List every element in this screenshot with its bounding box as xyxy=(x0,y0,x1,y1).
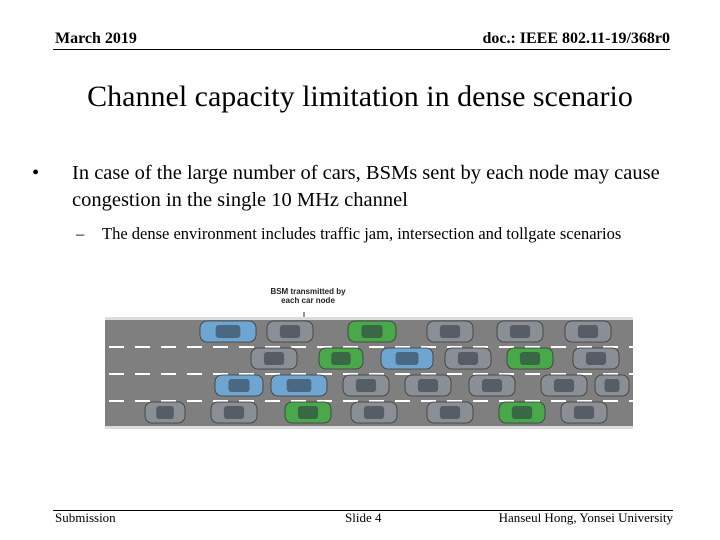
lane-dash xyxy=(187,400,202,402)
lane-dash xyxy=(395,373,410,375)
lane-dash xyxy=(109,346,124,348)
lane-dash xyxy=(369,346,384,348)
lane-dash xyxy=(603,400,618,402)
header-doc-id: doc.: IEEE 802.11-19/368r0 xyxy=(482,30,670,47)
header-date: March 2019 xyxy=(55,30,137,47)
car-window xyxy=(331,352,350,365)
lane-dash xyxy=(447,373,462,375)
car-window xyxy=(396,352,419,365)
car-window xyxy=(264,352,284,365)
car-window xyxy=(458,352,478,365)
lane-dash xyxy=(551,400,566,402)
car-window xyxy=(364,406,384,419)
bullet-level2-text: The dense environment includes traffic jam, intersection and tollgate scenarios xyxy=(102,224,622,243)
car-window xyxy=(578,325,598,338)
header-divider xyxy=(53,49,670,50)
lane-dash xyxy=(187,373,202,375)
road-edge-bottom xyxy=(105,426,633,429)
lane-dash xyxy=(161,373,176,375)
car-window xyxy=(510,325,530,338)
lane-dash xyxy=(473,400,488,402)
lane-dash xyxy=(135,346,150,348)
callout-line1: BSM transmitted by xyxy=(270,287,346,296)
car-window xyxy=(440,406,460,419)
lane-dash xyxy=(629,346,633,348)
lane-dash xyxy=(343,400,358,402)
figure-callout xyxy=(258,287,358,305)
car-window xyxy=(418,379,438,392)
slide-title: Channel capacity limitation in dense scenario xyxy=(87,80,633,113)
car-window xyxy=(356,379,376,392)
car-window xyxy=(586,352,606,365)
road-edge-top xyxy=(105,317,633,320)
lane-dash xyxy=(551,346,566,348)
lane-dash xyxy=(265,400,280,402)
bullet-level1-text: In case of the large number of cars, BSMs sent by each node may cause congestion in the single 10 MHz channel xyxy=(72,162,660,211)
lane-dash xyxy=(135,373,150,375)
lane-dash xyxy=(239,346,254,348)
lane-dash xyxy=(161,346,176,348)
bullet-dot: • xyxy=(32,162,40,184)
lane-dash xyxy=(135,400,150,402)
traffic-jam-illustration xyxy=(105,312,633,430)
car-window xyxy=(287,379,312,392)
footer-submission: Submission xyxy=(55,510,116,525)
lane-dash xyxy=(109,400,124,402)
lane-dash xyxy=(525,373,540,375)
footer-slide-number: Slide 4 xyxy=(345,510,382,525)
car-window xyxy=(298,406,318,419)
car-window xyxy=(554,379,574,392)
lane-dash xyxy=(499,346,514,348)
car-window xyxy=(224,406,244,419)
lane-dash xyxy=(187,346,202,348)
car-window xyxy=(574,406,594,419)
car-window xyxy=(361,325,382,338)
car-window xyxy=(280,325,300,338)
lane-dash xyxy=(629,373,633,375)
lane-dash xyxy=(109,373,124,375)
car-window xyxy=(156,406,174,419)
car-window xyxy=(520,352,540,365)
lane-dash xyxy=(629,400,633,402)
footer-author: Hanseul Hong, Yonsei University xyxy=(498,510,673,525)
car-window xyxy=(228,379,249,392)
car-window xyxy=(512,406,532,419)
car-window xyxy=(605,379,620,392)
lane-dash xyxy=(291,346,306,348)
callout-line2: each car node xyxy=(281,296,335,305)
car-window xyxy=(482,379,502,392)
car-window xyxy=(216,325,241,338)
lane-dash xyxy=(213,346,228,348)
car-window xyxy=(440,325,460,338)
bullet-dash: – xyxy=(76,224,85,243)
lane-dash xyxy=(395,400,410,402)
